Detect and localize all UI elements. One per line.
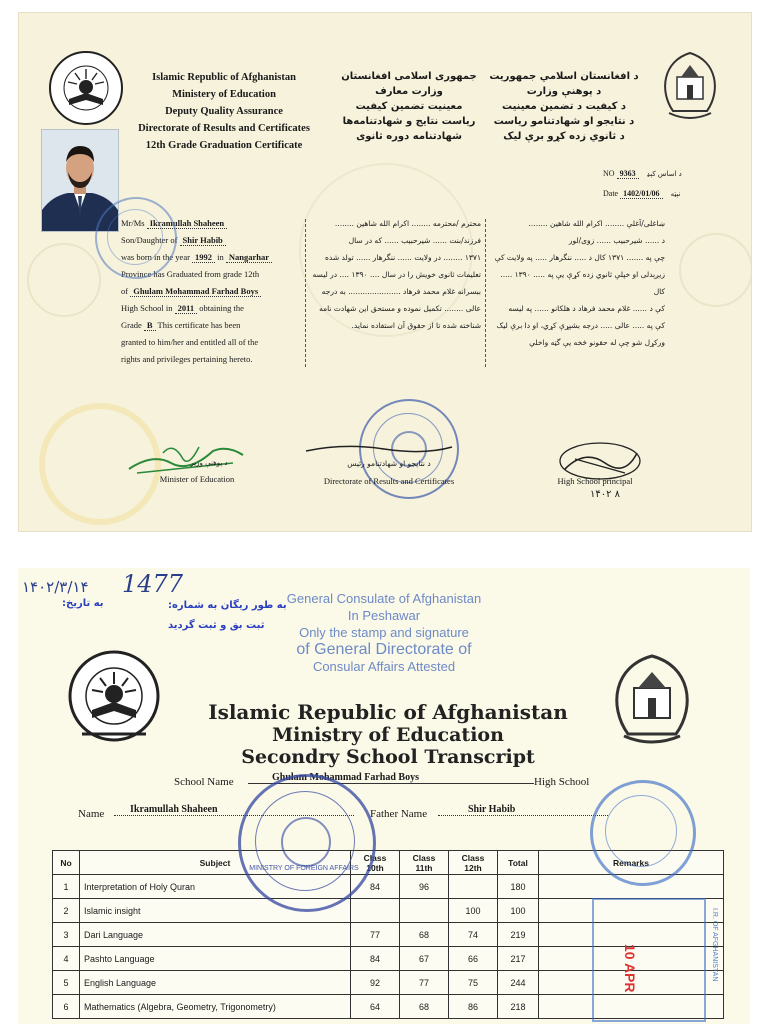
no-label-fa: د اساس کېډ (646, 170, 682, 178)
certificate-text-line: This certificate has been (157, 320, 241, 330)
national-emblem (602, 650, 702, 750)
column-header: Class 11th (400, 851, 449, 875)
header-line: Directorate of Results and Certificates (138, 123, 310, 134)
class11-cell: 68 (400, 995, 449, 1019)
born-label: was born in the year (121, 252, 190, 262)
directorate-signature (304, 439, 454, 459)
pashto-line: ورکړل شو چې له حقونو څخه یې گټه واخلي (529, 338, 665, 347)
father-name: Shir Habib (180, 235, 226, 246)
header-line: Ministery of Education (172, 89, 276, 100)
transcript-title-country: Islamic Republic of Afghanistan (208, 700, 568, 724)
father-value: Shir Habib (438, 804, 608, 816)
class12-cell (449, 875, 498, 899)
graduation-certificate (18, 12, 752, 532)
side-stamp-text: I.R. OF AFGHANISTAN (711, 908, 718, 982)
school-value: Ghulam Mohammad Farhad Boys (248, 772, 534, 784)
column-header: Remarks (539, 851, 724, 875)
consulate-stamp-line: Only the stamp and signature (299, 625, 469, 640)
column-header: No (53, 851, 80, 875)
total-cell: 244 (498, 971, 539, 995)
ministry-logo (47, 49, 125, 127)
in-label: in (217, 252, 224, 262)
name-label: Name (78, 808, 105, 820)
dari-line: تعلیمات ثانوی خویش را در سال .... ۱۳۹۰ .... در لیسه (312, 270, 481, 279)
header-line: 12th Grade Graduation Certificate (145, 140, 303, 151)
national-emblem (653, 47, 727, 125)
class10-cell: 64 (351, 995, 400, 1019)
dari-line: محترم /محترمه ........ اکرام الله شاهین ........ (334, 219, 481, 228)
name-value: Ikramullah Shaheen (114, 804, 354, 816)
graduation-year: 2011 (175, 303, 198, 314)
certificate-text-line: rights and privileges pertaining hereto. (121, 354, 253, 364)
class10-cell: 77 (351, 923, 400, 947)
obtaining-label: obtaining the (199, 303, 244, 313)
class11-cell: 68 (400, 923, 449, 947)
dari-line: ببسرانه غلام محمد فرهاد ...................... به درجه (321, 287, 481, 296)
subject-cell: Mathematics (Algebra, Geometry, Trigonometry) (80, 995, 351, 1019)
consulate-stamp (264, 590, 504, 675)
province: Nangarhar (226, 252, 272, 263)
birth-year: 1992 (192, 252, 215, 263)
consulate-stamp-line: of General Directorate of (296, 641, 472, 658)
total-cell: 180 (498, 875, 539, 899)
date-value: 1402/01/06 (620, 189, 662, 199)
subject-cell: Islamic insight (80, 899, 351, 923)
school-label: School Name (174, 776, 234, 788)
school-name: Ghulam Mohammad Farhad Boys (130, 286, 261, 297)
son-label: Son/Daughter of (121, 235, 178, 245)
pashto-line: زیږېدلی او خپلې ثانوي زده کړې یې په ..... ۱۳۹۰ ..... کال (500, 270, 665, 296)
dari-line: فرزند/بنت ...... شیرحبیب ...... که در سال (348, 236, 481, 245)
header-line: وزارت معارف (375, 86, 443, 97)
header-line: جمهوری اسلامی افغانستان (341, 71, 477, 82)
header-line: د افغانستان اسلامي جمهوریت (489, 71, 639, 82)
row-number: 2 (53, 899, 80, 923)
date-label-fa: نېټه (670, 190, 681, 198)
class12-cell: 75 (449, 971, 498, 995)
subject-cell: Interpretation of Holy Quran (80, 875, 351, 899)
province-text: Province has Graduated from grade 12th (121, 269, 260, 279)
father-label: Father Name (370, 808, 428, 820)
row-number: 5 (53, 971, 80, 995)
consulate-stamp-line: General Consulate of Afghanistan (286, 591, 482, 606)
consulate-stamp-line: In Peshawar (347, 608, 421, 623)
header-line: د ثانوي زده کړو برې لیک (503, 131, 625, 142)
stamp-line: به تاریخ: (62, 598, 104, 609)
class11-cell (400, 899, 449, 923)
header-line: د نتایجو او شهادتنامو ریاست (493, 116, 635, 127)
attestation-seal (590, 780, 696, 886)
header-line: Islamic Republic of Afghanistan (152, 72, 296, 83)
pashto-line: چې په ....... ۱۳۷۱ کال د ..... ننگرهار ..... په ولایت کې (494, 253, 665, 262)
dari-line: ۱۳۷۱ ........ در ولایت ...... ننگرهار ...... تولد شده (324, 253, 481, 262)
dari-header (334, 69, 484, 144)
pashto-line: کې په ..... عالی ..... درجه بشپړې کړي، او دا برې لیک (496, 321, 665, 330)
no-value: 9363 (617, 169, 639, 179)
row-number: 6 (53, 995, 80, 1019)
school-transcript (18, 568, 750, 1024)
consulate-stamp-line: Consular Affairs Attested (312, 659, 456, 674)
pashto-line: ښاغلی/آغلې ........ اکرام الله شاهین ........ (528, 219, 665, 228)
transcript-title: Secondry School Transcript (241, 746, 535, 768)
grade-label: Grade (121, 320, 142, 330)
class12-cell: 74 (449, 923, 498, 947)
high-school-label: High School in (121, 303, 173, 313)
subject-cell: Dari Language (80, 923, 351, 947)
header-line: معینیت تضمین کیفیت (355, 101, 463, 112)
mr-label: Mr/Ms (121, 218, 145, 228)
seal-text: MINISTRY OF FOREIGN AFFAIRS (249, 865, 359, 872)
handwritten-date: ۱۴۰۲/۳/۱۴ (22, 578, 89, 596)
directorate-label: Directorate of Results and Certificates (323, 476, 455, 486)
class10-cell: 84 (351, 875, 400, 899)
foreign-affairs-seal (238, 774, 376, 912)
header-line: Deputy Quality Assurance (165, 106, 283, 117)
dari-line: شناخته شده تا از حقوق آن استفاده نماید. (351, 321, 481, 330)
attestation-box-stamp (592, 898, 706, 1022)
school-suffix: High School (534, 776, 590, 788)
dari-line: عالی ........ تکمیل نموده و مستحق این شهادت نامه (319, 304, 481, 313)
principal-date: ۱۴۰۲ ۸ (589, 489, 621, 500)
column-header: Class 12th (449, 851, 498, 875)
column-divider (485, 219, 486, 367)
minister-label: Minister of Education (159, 474, 235, 484)
principal-label: High School principal (557, 476, 633, 486)
class10-cell: 84 (351, 947, 400, 971)
class12-cell: 86 (449, 995, 498, 1019)
pashto-line: کې د ...... غلام محمد فرهاد د هلکانو ...... په لیسه (508, 304, 665, 313)
student-name: Ikramullah Shaheen (147, 218, 227, 229)
total-cell: 217 (498, 947, 539, 971)
class10-cell: 92 (351, 971, 400, 995)
handwritten-number: 1477 (122, 570, 184, 598)
row-number: 1 (53, 875, 80, 899)
minister-signature (123, 433, 253, 477)
class11-cell: 96 (400, 875, 449, 899)
directorate-label-fa: د نتایجو او شهادتنامو رئیس (347, 459, 431, 468)
date-label: Date (603, 189, 619, 198)
stamp-line: ثبت بق و ثبت گردید (168, 620, 265, 631)
watermark-ornament (27, 243, 101, 317)
pashto-header (489, 69, 639, 144)
english-header (124, 69, 324, 154)
column-divider (305, 219, 306, 367)
certificate-text-line: granted to him/her and entitled all of the (121, 337, 259, 347)
grade-value: B (144, 320, 156, 331)
watermark-ornament (679, 233, 752, 307)
subject-cell: English Language (80, 971, 351, 995)
total-cell: 219 (498, 923, 539, 947)
column-header: Class 10th (351, 851, 400, 875)
total-cell: 218 (498, 995, 539, 1019)
subject-cell: Pashto Language (80, 947, 351, 971)
total-cell: 100 (498, 899, 539, 923)
certificate-number (603, 169, 743, 178)
dari-certificate-text (311, 215, 481, 334)
column-header: Subject (80, 851, 351, 875)
row-number: 3 (53, 923, 80, 947)
header-line: د پوهنې وزارت (526, 86, 602, 97)
ministry-logo (62, 648, 166, 748)
certificate-date (603, 189, 743, 198)
class11-cell: 67 (400, 947, 449, 971)
stamp-line: به طور ریگان به شماره: (168, 600, 287, 611)
class11-cell: 77 (400, 971, 449, 995)
header-line: شهادتنامه دوره ثانوی (356, 131, 462, 142)
minister-label-fa: د پوهنې وزیر (190, 459, 228, 467)
class12-cell: 66 (449, 947, 498, 971)
school-seal (95, 197, 177, 279)
row-number: 4 (53, 947, 80, 971)
of-label: of (121, 286, 129, 296)
no-label: NO (603, 169, 615, 178)
transcript-title-ministry: Ministry of Education (272, 724, 504, 746)
column-header: Total (498, 851, 539, 875)
date-stamp: 10 APR (622, 944, 638, 993)
class12-cell: 100 (449, 899, 498, 923)
pashto-certificate-text (489, 215, 665, 351)
class10-cell (351, 899, 400, 923)
header-line: ریاست نتایج و شهادتنامه‌ها (342, 116, 476, 127)
pashto-line: د ...... شیرحبیب ...... زوی/لور (568, 236, 665, 245)
header-line: د کیفیت د تضمین معینیت (501, 101, 626, 112)
